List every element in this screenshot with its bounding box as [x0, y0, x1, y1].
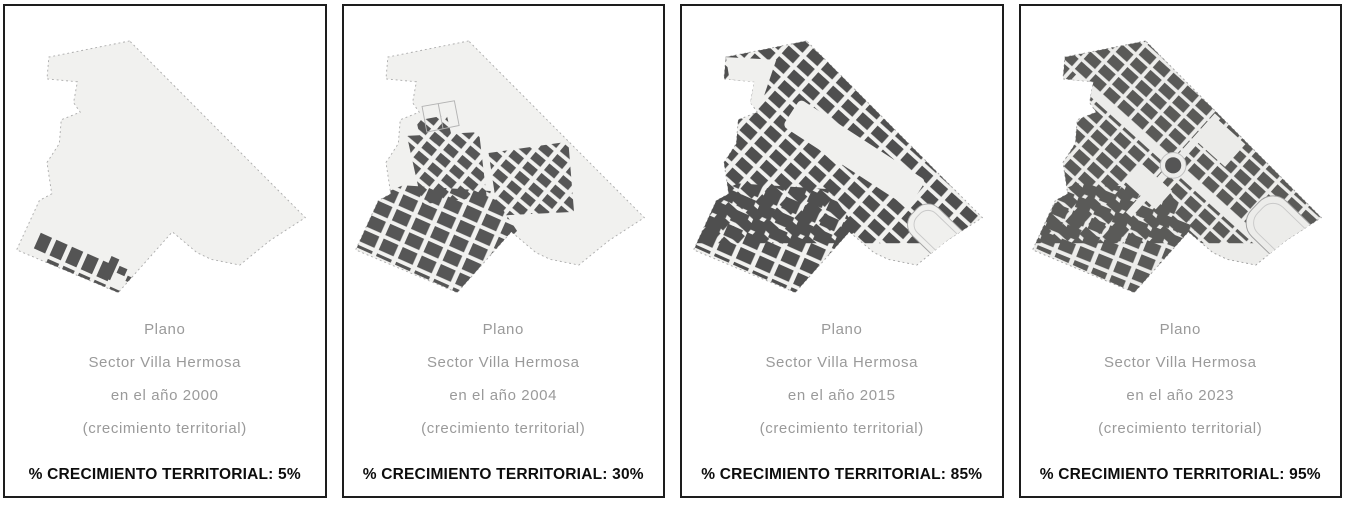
caption-line: Plano — [482, 321, 524, 338]
caption-line: en el año 2000 — [110, 387, 219, 404]
block-cluster-east — [488, 142, 573, 216]
panel-2000 — [3, 4, 327, 498]
caption-2000 — [5, 313, 325, 445]
growth-label-2004: % CRECIMIENTO TERRITORIAL: 30% — [362, 466, 644, 483]
map-2023-svg — [1025, 9, 1337, 297]
map-2000-svg — [9, 9, 321, 297]
caption-2023 — [1021, 313, 1341, 445]
caption-line: (crecimiento territorial) — [421, 420, 586, 437]
caption-line: en el año 2015 — [787, 387, 896, 404]
caption-2004 — [344, 313, 664, 445]
caption-line: Sector Villa Hermosa — [765, 354, 919, 371]
caption-line: (crecimiento territorial) — [759, 420, 924, 437]
caption-line: Plano — [821, 321, 863, 338]
map-2015 — [686, 9, 998, 297]
caption-line: en el año 2004 — [449, 387, 558, 404]
map-2004 — [348, 9, 660, 297]
caption-line: Plano — [1159, 321, 1201, 338]
caption-line: Sector Villa Hermosa — [88, 354, 242, 371]
map-2023 — [1025, 9, 1337, 297]
panel-2015 — [680, 4, 1004, 498]
caption-line: Plano — [144, 321, 186, 338]
map-2004-svg — [348, 9, 660, 297]
growth-label-2023: % CRECIMIENTO TERRITORIAL: 95% — [1039, 466, 1321, 483]
panel-2023 — [1019, 4, 1343, 498]
caption-line: en el año 2023 — [1126, 387, 1235, 404]
block-grid-southwest — [692, 183, 857, 292]
caption-line: (crecimiento territorial) — [1098, 420, 1263, 437]
caption-line: (crecimiento territorial) — [82, 420, 247, 437]
map-2015-svg — [686, 9, 998, 297]
panel-2004 — [342, 4, 666, 498]
map-2000 — [9, 9, 321, 297]
block-grid-southwest — [1030, 183, 1195, 292]
caption-2015 — [682, 313, 1002, 445]
roundabout — [1160, 153, 1186, 179]
caption-line: Sector Villa Hermosa — [1103, 354, 1257, 371]
growth-label-2015: % CRECIMIENTO TERRITORIAL: 85% — [701, 466, 983, 483]
growth-label-2000: % CRECIMIENTO TERRITORIAL: 5% — [28, 466, 301, 483]
caption-line: Sector Villa Hermosa — [426, 354, 580, 371]
